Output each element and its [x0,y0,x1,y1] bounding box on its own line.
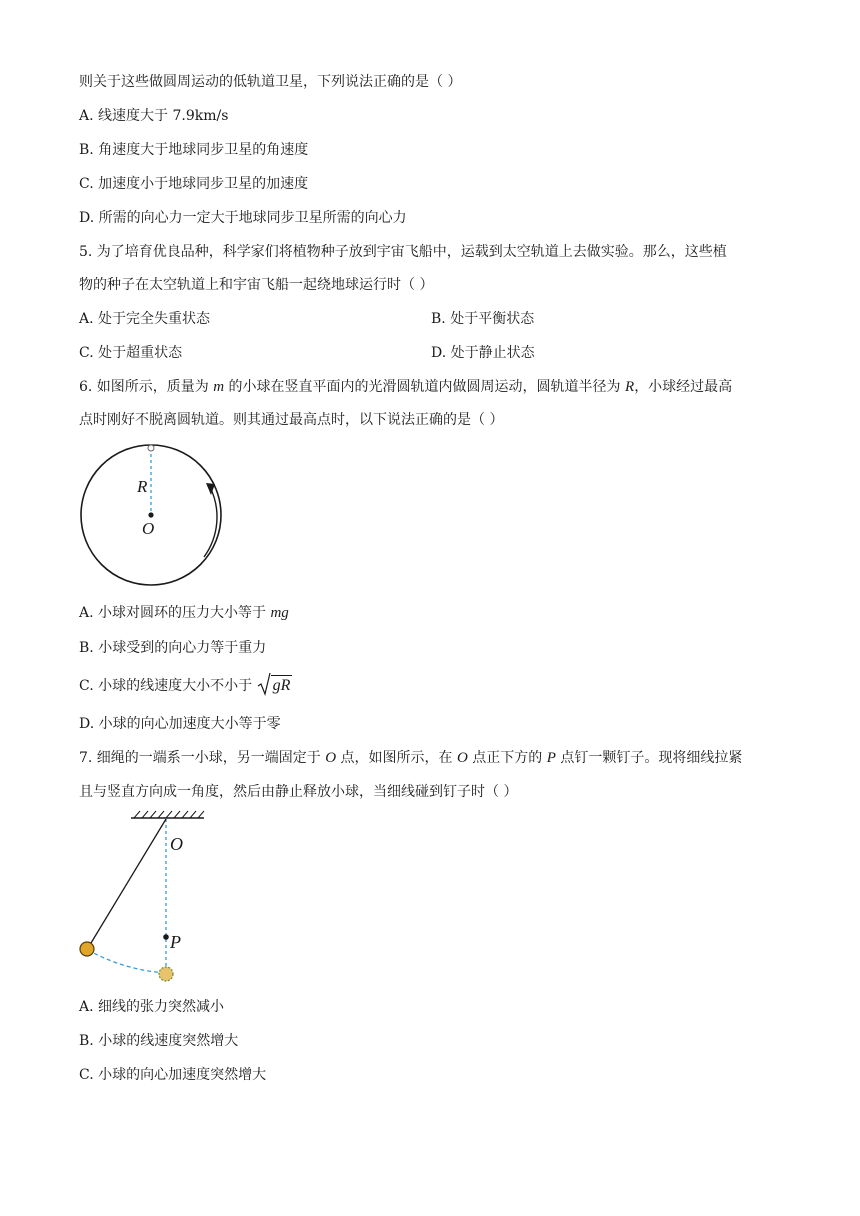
q4-option-d: D. 所需的向心力一定大于地球同步卫星所需的向心力 [79,210,407,226]
q6-option-d: D. 小球的向心加速度大小等于零 [79,716,281,732]
q7-option-b: B. 小球的线速度突然增大 [79,1033,239,1049]
q6-circle-figure [78,440,228,590]
q4-stem: 则关于这些做圆周运动的低轨道卫星，下列说法正确的是（ ） [79,74,462,90]
q7-stem-line1: 7. 细绳的一端系一小球，另一端固定于 O 点，如图所示，在 O 点正下方的 P 点钉一颗钉子。现将细线拉紧 [79,750,743,766]
q7-pendulum-figure [76,810,216,990]
q6-option-c: C. 小球的线速度大小不小于 gR [79,675,292,696]
sqrt-expression: gR [257,675,293,696]
q5-option-c: C. 处于超重状态 [79,345,183,361]
q7-label-p: P [170,932,181,952]
q7-stem-line2: 且与竖直方向成一角度，然后由静止释放小球，当细线碰到钉子时（ ） [79,784,518,800]
q5-option-a: A. 处于完全失重状态 [79,311,211,327]
q6-stem-line1: 6. 如图所示，质量为 m 的小球在竖直平面内的光滑圆轨道内做圆周运动，圆轨道半径为 R，小球经过最高 [79,379,733,395]
q4-option-c: C. 加速度小于地球同步卫星的加速度 [79,176,309,192]
q4-option-b: B. 角速度大于地球同步卫星的角速度 [79,142,309,158]
q7-option-c: C. 小球的向心加速度突然增大 [79,1067,267,1083]
q5-stem-line2: 物的种子在太空轨道上和宇宙飞船一起绕地球运行时（ ） [79,277,434,293]
q7-option-a: A. 细线的张力突然减小 [79,999,225,1015]
q4-option-a: A. 线速度大于 7.9km/s [79,108,229,124]
q6-label-r: R [137,477,148,496]
q7-label-o: O [170,834,183,854]
q5-option-d: D. 处于静止状态 [431,345,535,361]
q5-stem-line1: 5. 为了培育优良品种，科学家们将植物种子放到宇宙飞船中，运载到太空轨道上去做实验。那么，这些植 [79,244,727,260]
q5-option-b: B. 处于平衡状态 [431,311,535,327]
q6-stem-line2: 点时刚好不脱离圆轨道。则其通过最高点时，以下说法正确的是（ ） [79,412,504,428]
q6-option-a: A. 小球对圆环的压力大小等于 mg [79,605,289,621]
q6-option-b: B. 小球受到的向心力等于重力 [79,640,267,656]
q6-label-o: O [142,519,155,538]
